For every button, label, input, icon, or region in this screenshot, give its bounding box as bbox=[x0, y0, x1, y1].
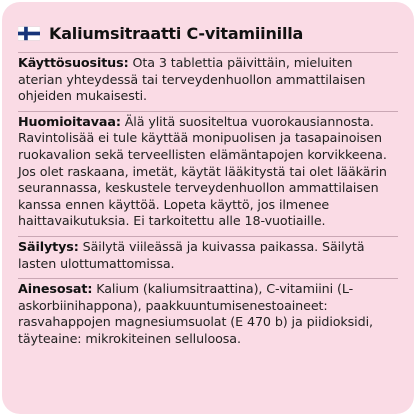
warnings-label: Huomioitavaa: bbox=[18, 113, 121, 129]
section-divider bbox=[18, 111, 398, 112]
product-title: Kaliumsitraatti C-vitamiinilla bbox=[49, 23, 304, 43]
header-divider bbox=[18, 52, 398, 53]
product-info-card bbox=[2, 2, 414, 414]
section-divider bbox=[18, 278, 398, 279]
storage-section bbox=[18, 239, 398, 275]
storage-label: Säilytys: bbox=[18, 238, 79, 254]
card-header bbox=[18, 17, 398, 49]
ingredients-section bbox=[18, 281, 398, 350]
ingredients-label: Ainesosat: bbox=[18, 281, 93, 297]
usage-section bbox=[18, 55, 398, 108]
storage-text: Säilytä viileässä ja kuivassa paikassa. Säilytä lasten ulottumattomissa. bbox=[18, 238, 365, 271]
usage-label: Käyttösuositus: bbox=[18, 55, 129, 70]
warnings-text: Älä ylitä suositeltua vuorokausiannosta. Ravintolisää ei tule käyttää monipuolisen ja tasapainoisen ruokavalion sekä terveellisten elämäntapojen korvikkeena. Jos olet raskaana, imetät, käytät lääkitystä tai olet lääkärin seurannassa, keskustele terveydenhuollon ammattilaisen kanssa ennen käyttöä. Lopeta käyttö, jos ilmenee haittavaikutuksia. Ei tarkoitettu alle 18-vuotiaille. bbox=[18, 113, 387, 229]
finland-flag-icon bbox=[18, 26, 40, 41]
usage-text: Ota 3 tablettia päivittäin, mieluiten aterian yhteydessä tai terveydenhuollon ammattilaisen ohjeiden mukaisesti. bbox=[18, 55, 366, 104]
warnings-section bbox=[18, 114, 398, 233]
ingredients-text: Kalium (kaliumsitraattina), C-vitamiini (L-askorbiinihappona), paakkuuntumisenestoaineet: rasvahappojen magnesiumsuolat (E 470 b) ja piidioksidi, täyteaine: mikrokiteinen selluloosa. bbox=[18, 281, 373, 346]
section-divider bbox=[18, 236, 398, 237]
